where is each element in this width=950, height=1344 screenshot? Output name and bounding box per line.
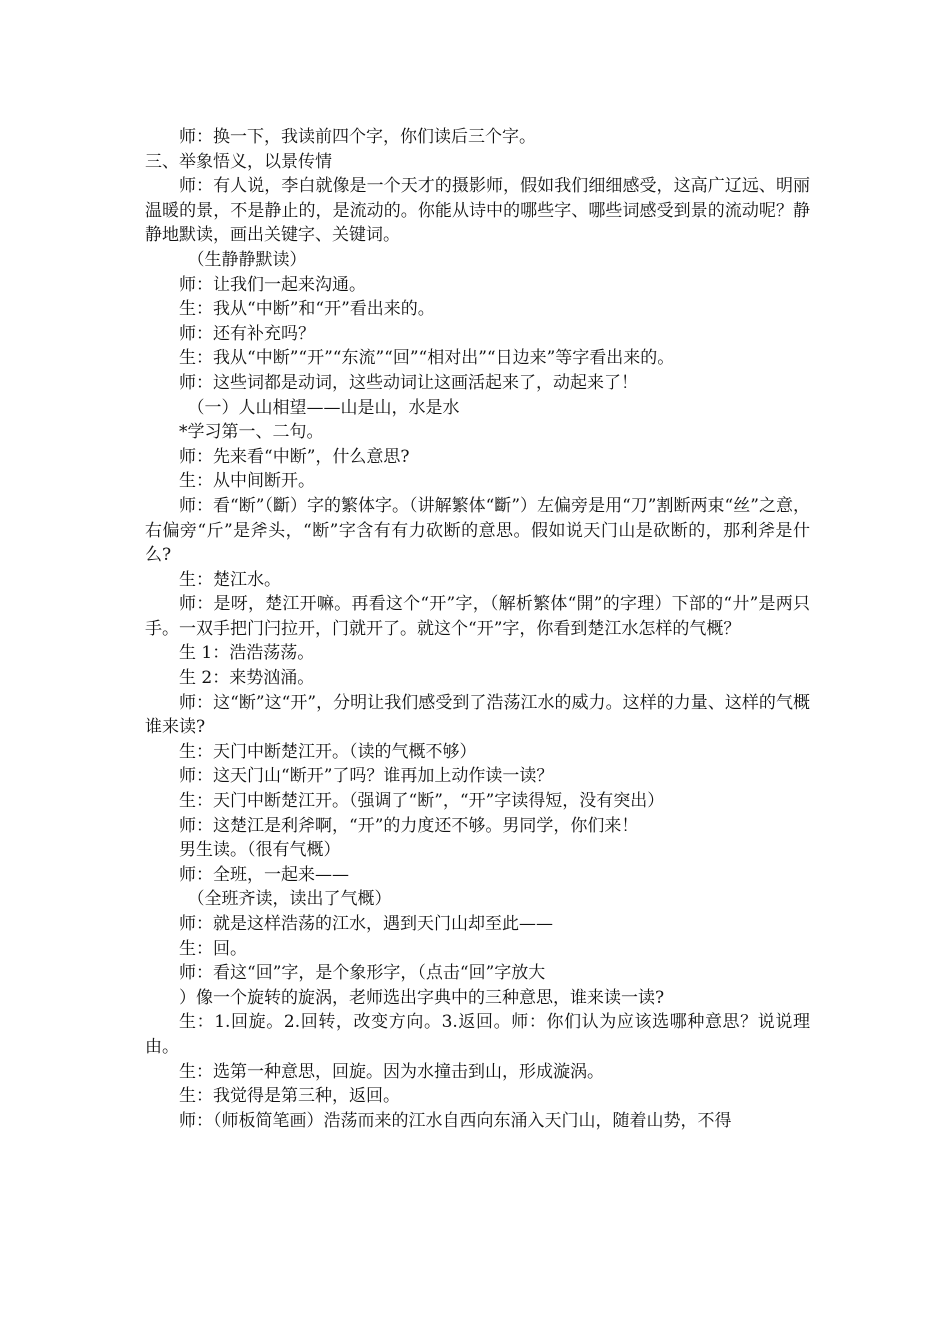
paragraph: 师：先来看“中断”，什么意思?	[179, 446, 410, 467]
paragraph: 师：有人说，李白就像是一个天才的摄影师，假如我们细细感受，这高广辽远、明丽温暖的景，不是静止的，是流动的。你能从诗中的哪些字、哪些词感受到景的流动呢？静静地默读，画出关键字、关键词。	[145, 176, 810, 246]
paragraph: 生：楚江水。	[179, 569, 281, 590]
paragraph: 生 2：来势汹涌。	[179, 668, 315, 689]
paragraph: ）像一个旋转的旋涡，老师选出字典中的三种意思，谁来读一读?	[179, 987, 665, 1008]
paragraph: 师：这些词都是动词，这些动词让这画活起来了，动起来了！	[179, 372, 638, 393]
paragraph: 生：天门中断楚江开。（强调了“断”，“开”字读得短，没有突出）	[179, 791, 665, 812]
paragraph: 男生读。（很有气概）	[179, 840, 341, 861]
paragraph: 生：天门中断楚江开。（读的气概不够）	[179, 741, 477, 762]
paragraph: 师：这楚江是利斧啊，“开”的力度还不够。男同学，你们来！	[179, 815, 639, 836]
section-heading: 三、举象悟义，以景传情	[145, 151, 332, 172]
paragraph: 师：看这“回”字，是个象形字，（点击“回”字放大	[179, 963, 546, 984]
paragraph: 师：全班，一起来——	[179, 864, 349, 885]
paragraph: *学习第一、二句。	[179, 422, 324, 443]
stage-direction: （全班齐读，读出了气概）	[187, 889, 392, 910]
paragraph: 师：换一下，我读前四个字，你们读后三个字。	[179, 127, 536, 147]
paragraph: 生：选第一种意思，回旋。因为水撞击到山，形成漩涡。	[179, 1061, 604, 1082]
document-page	[145, 125, 810, 1133]
paragraph: 生：1.回旋。2.回转，改变方向。3.返回。师：你们认为应该选哪种意思？说说理由。	[145, 1012, 810, 1057]
paragraph: 生：回。	[179, 938, 247, 959]
paragraph: 生 1：浩浩荡荡。	[179, 643, 315, 664]
paragraph: 师：是呀，楚江开嘛。再看这个“开”字，（解析繁体“開”的字理）下部的“廾”是两只手。一双手把门闩拉开，门就开了。就这个“开”字，你看到楚江水怎样的气概？	[145, 594, 810, 639]
subsection-heading: （一）人山相望——山是山，水是水	[187, 397, 460, 418]
stage-direction: （生静静默读）	[187, 249, 307, 270]
paragraph: 师：让我们一起来沟通。	[179, 274, 366, 295]
paragraph: 生：我从“中断”“开”“东流”“回”“相对出”“日边来”等字看出来的。	[179, 348, 675, 369]
paragraph: 师：（师板简笔画）浩荡而来的江水自西向东涌入天门山，随着山势，不得	[179, 1110, 732, 1131]
paragraph: 师：看“断”（斷）字的繁体字。（讲解繁体“斷”）左偏旁是用“刀”割断两束“丝”之意，右偏旁“斤”是斧头，“断”字含有有力砍断的意思。假如说天门山是砍断的，那利斧是什么?	[145, 495, 810, 566]
paragraph: 生：我从“中断”和“开”看出来的。	[179, 299, 435, 320]
paragraph: 师：还有补充吗？	[179, 323, 315, 344]
paragraph: 师：这天门山“断开”了吗？谁再加上动作读一读？	[179, 766, 554, 787]
paragraph: 师：这“断”这“开”，分明让我们感受到了浩荡江水的威力。这样的力量、这样的气概谁来读?	[145, 692, 810, 738]
paragraph: 师：就是这样浩荡的江水，遇到天门山却至此——	[179, 914, 553, 934]
paragraph: 生：从中间断开。	[179, 471, 315, 492]
paragraph: 生：我觉得是第三种，返回。	[179, 1086, 400, 1107]
